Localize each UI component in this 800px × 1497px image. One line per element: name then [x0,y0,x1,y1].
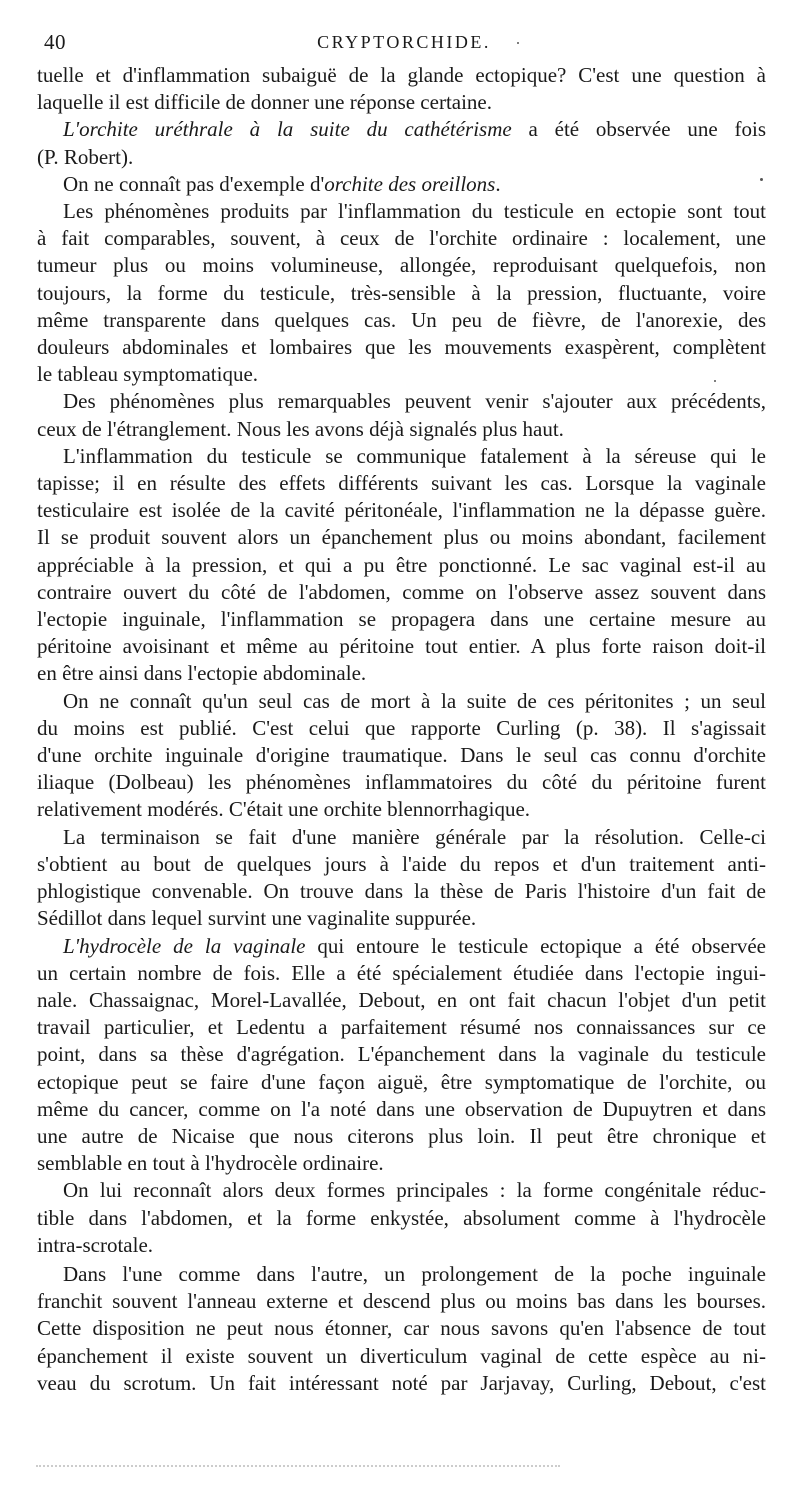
text-line: Les phénomènes produits par l'inflammation du testicule en ectopie sont tout [63,199,766,224]
text-line: ectopique peut se faire d'une façon aiguë, être symptomatique de l'orchite, ou [37,1069,766,1094]
paragraph [37,824,766,933]
scan-noise [36,1465,560,1469]
text-line: s'obtient au bout de quelques jours à l'aide du repos et d'un traitement anti- [37,851,766,876]
text-line: une autre de Nicaise que nous citerons plus loin. Il peut être chronique et [37,1123,766,1148]
text-line: épanchement il existe souvent un diverticulum vaginal de cette espèce au ni- [37,1343,766,1368]
paragraph [37,62,766,116]
text-line: en être ainsi dans l'ectopie abdominale. [37,661,367,686]
text-line: Dans l'une comme dans l'autre, un prolongement de la poche inguinale [63,1261,766,1286]
scan-speck [517,42,519,44]
text-line: franchit souvent l'anneau externe et descend plus ou moins bas dans les bourses. [37,1289,766,1314]
text-fragment: . [495,171,501,196]
italic-phrase: L'hydrocèle de la vaginale [63,933,306,958]
text-line: Des phénomènes plus remarquables peuvent venir s'ajouter aux précédents, [63,389,766,414]
text-line: contraire ouvert du côté de l'abdomen, comme on l'observe assez souvent dans [37,579,766,604]
text-line: l'ectopie inguinale, l'inflammation se propagera dans une certaine mesure au [37,607,766,632]
italic-phrase: orchite des oreillons [324,171,496,196]
text-fragment: a été observée une fois [511,117,767,142]
text-line: appréciable à la pression, et qui a pu être ponctionné. Le sac vaginal est-il au [37,552,766,577]
text-line: tapisse; il en résulte des effets différents suivant les cas. Lorsque la vaginale [37,471,766,496]
text-line: L'inflammation du testicule se communique fatalement à la séreuse qui le [63,443,766,468]
text-line: toujours, la forme du testicule, très-sensible à la pression, fluctuante, voire [37,280,766,305]
text-line: On lui reconnaît alors deux formes principales : la forme congénitale réduc- [63,1178,766,1203]
running-title: CRYPTORCHIDE. [317,32,491,52]
text-line: La terminaison se fait d'une manière générale par la résolution. Celle-ci [63,824,766,849]
text-line: un certain nombre de fois. Elle a été spécialement étudiée dans l'ectopie ingui- [37,960,766,985]
scan-speck [714,380,716,382]
text-line: Sédillot dans lequel survint une vaginalite suppurée. [37,906,477,931]
text-line: Il se produit souvent alors un épanchement plus ou moins abondant, facilement [37,525,766,550]
text-line: péritoine avoisinant et même au péritoine tout entier. A plus forte raison doit-il [37,634,766,659]
text-line: point, dans sa thèse d'agrégation. L'épanchement dans la vaginale du testicule [37,1042,766,1067]
text-line: le tableau symptomatique. [37,362,259,387]
text-line: nale. Chassaignac, Morel-Lavallée, Debout, en ont fait chacun l'objet d'un petit [37,987,766,1012]
text-line: testiculaire est isolée de la cavité péritonéale, l'inflammation ne la dépasse guère. [37,498,766,523]
text-line: d'une orchite inguinale d'origine traumatique. Dans le seul cas connu d'orchite [37,743,766,768]
text-line: du moins est publié. C'est celui que rapporte Curling (p. 38). Il s'agissait [37,715,766,740]
text-line: tible dans l'abdomen, et la forme enkystée, absolument comme à l'hydrocèle [37,1205,766,1230]
page-number: 40 [44,30,66,54]
text-line: laquelle il est difficile de donner une réponse certaine. [37,90,493,115]
paragraph [37,116,766,170]
page-header [44,30,764,60]
text-line: même du cancer, comme on l'a noté dans une observation de Dupuytren et dans [37,1096,766,1121]
text-fragment: qui entoure le testicule ectopique a été observée [305,933,766,958]
paragraph [37,1261,766,1397]
scan-speck [760,178,763,181]
text-line: tuelle et d'inflammation subaiguë de la glande ectopique? C'est une question à [37,63,766,87]
paragraph [37,171,766,198]
text-line [37,933,766,960]
text-line: à fait comparables, souvent, à ceux de l'orchite ordinaire : localement, une [37,226,766,251]
text-line: Cette disposition ne peut nous étonner, car nous savons qu'en l'absence de tout [37,1316,766,1341]
text-line: intra-scrotale. [37,1232,154,1257]
text-line: travail particulier, et Ledentu a parfaitement résumé nos connaissances sur ce [37,1015,766,1040]
text-line: iliaque (Dolbeau) les phénomènes inflammatoires du côté du péritoine furent [37,770,766,795]
text-line [37,116,766,143]
body-text [37,62,766,1397]
paragraph [37,933,766,1178]
paragraph [37,388,766,442]
text-line: On ne connaît qu'un seul cas de mort à la suite de ces péritonites ; un seul [63,688,766,713]
text-line: douleurs abdominales et lombaires que les mouvements exaspèrent, complètent [37,335,766,360]
italic-phrase: L'orchite uréthrale à la suite du cathétérisme [63,117,512,142]
text-line [37,171,766,198]
text-line: même transparente dans quelques cas. Un peu de fièvre, de l'anorexie, des [37,307,766,332]
text-line: veau du scrotum. Un fait intéressant noté par Jarjavay, Curling, Debout, c'est [37,1370,766,1395]
text-line: ceux de l'étranglement. Nous les avons déjà signalés plus haut. [37,416,564,441]
text-line: (P. Robert). [37,144,134,169]
text-line: tumeur plus ou moins volumineuse, allongée, reproduisant quelquefois, non [37,253,766,278]
paragraph [37,688,766,824]
paragraph [37,1177,766,1259]
text-line: semblable en tout à l'hydrocèle ordinaire. [37,1151,384,1176]
text-line: phlogistique convenable. On trouve dans la thèse de Paris l'histoire d'un fait de [37,879,766,904]
paragraph [37,443,766,688]
text-fragment: On ne connaît pas d'exemple d' [63,171,325,196]
text-line: relativement modérés. C'était une orchite blennorrhagique. [37,797,531,822]
paragraph [37,198,766,388]
